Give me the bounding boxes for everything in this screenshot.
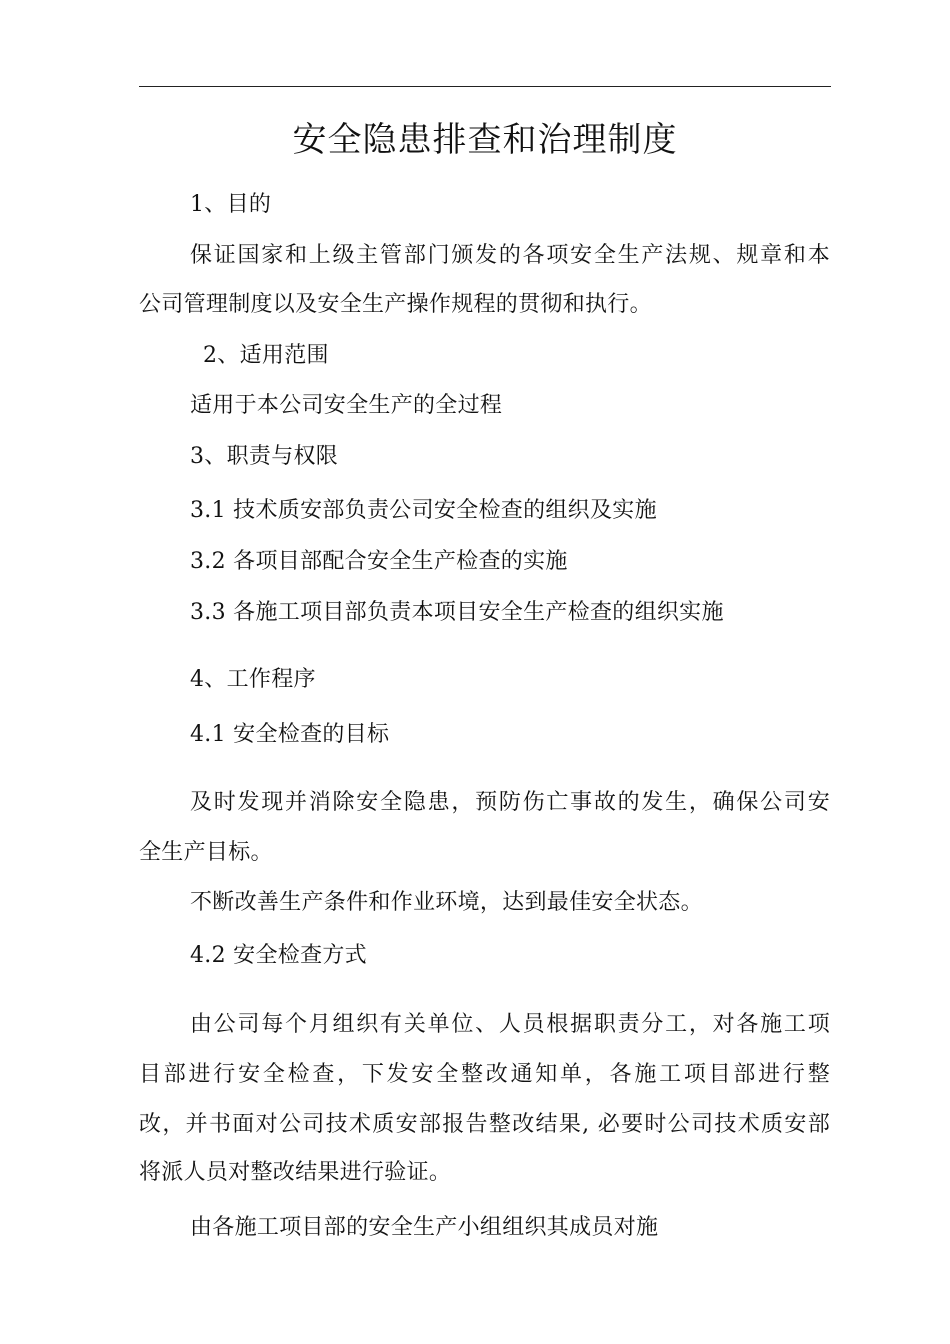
section-heading-3: 3、职责与权限 bbox=[190, 444, 339, 469]
paragraph-line: 由各施工项目部的安全生产小组组织其成员对施 bbox=[190, 1215, 659, 1240]
paragraph-line: 改，并书面对公司技术质安部报告整改结果, 必要时公司技术质安部 bbox=[139, 1112, 830, 1137]
header-rule bbox=[139, 86, 831, 87]
subsection-3-3: 3.3 各施工项目部负责本项目安全生产检查的组织实施 bbox=[190, 600, 724, 625]
section-heading-2: 2、适用范围 bbox=[203, 343, 329, 368]
paragraph-line: 由公司每个月组织有关单位、人员根据职责分工，对各施工项 bbox=[190, 1012, 830, 1037]
paragraph-line: 适用于本公司安全生产的全过程 bbox=[190, 393, 503, 418]
subsection-4-1: 4.1 安全检查的目标 bbox=[190, 722, 390, 747]
subsection-4-2: 4.2 安全检查方式 bbox=[190, 943, 367, 968]
section-heading-4: 4、工作程序 bbox=[190, 667, 316, 692]
paragraph-line: 及时发现并消除安全隐患，预防伤亡事故的发生，确保公司安 bbox=[190, 790, 830, 815]
subsection-3-1: 3.1 技术质安部负责公司安全检查的组织及实施 bbox=[190, 498, 657, 523]
paragraph-line: 目部进行安全检查，下发安全整改通知单，各施工项目部进行整 bbox=[139, 1062, 830, 1087]
paragraph-line: 公司管理制度以及安全生产操作规程的贯彻和执行。 bbox=[139, 292, 652, 317]
subsection-3-2: 3.2 各项目部配合安全生产检查的实施 bbox=[190, 549, 568, 574]
paragraph-line: 全生产目标。 bbox=[139, 840, 273, 865]
paragraph-line: 不断改善生产条件和作业环境，达到最佳安全状态。 bbox=[190, 890, 703, 915]
paragraph-line: 将派人员对整改结果进行验证。 bbox=[139, 1160, 452, 1185]
document-title: 安全隐患排查和治理制度 bbox=[292, 120, 678, 160]
paragraph-line: 保证国家和上级主管部门颁发的各项安全生产法规、规章和本 bbox=[190, 243, 830, 268]
section-heading-1: 1、目的 bbox=[190, 192, 272, 217]
